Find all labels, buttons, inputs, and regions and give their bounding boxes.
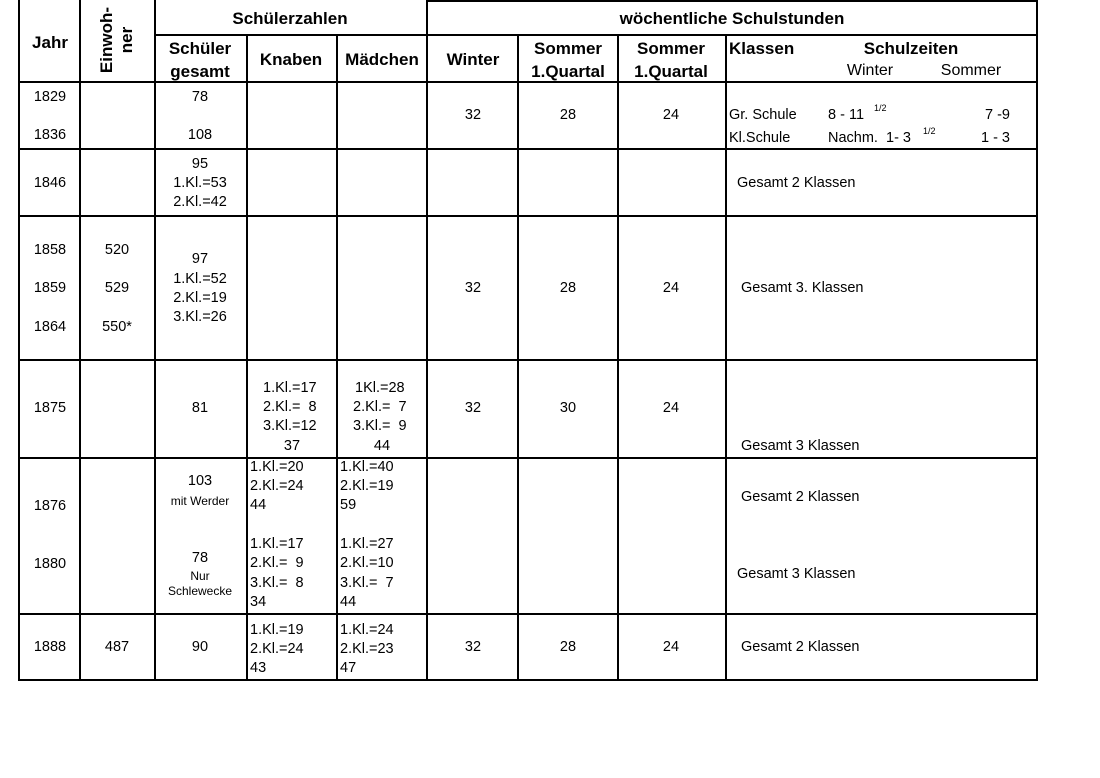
schueler-cell: 2.Kl.=42 — [173, 194, 227, 210]
year-cell: 1875 — [33, 400, 67, 416]
maedchen-cell: 59 — [340, 497, 357, 513]
header-sz-winter: Winter — [846, 62, 894, 79]
year-cell: 1859 — [33, 280, 67, 296]
maedchen-cell: 2.Kl.=10 — [340, 555, 394, 571]
schueler-cell: 3.Kl.=26 — [173, 309, 227, 325]
knaben-cell: 37 — [283, 438, 301, 454]
table-line — [20, 457, 1038, 459]
schueler-note: Nur — [190, 569, 210, 583]
header-sommer1-line2: 1.Quartal — [531, 62, 605, 81]
knaben-cell: 2.Kl.=24 — [250, 478, 304, 494]
header-sommer2-line1: Sommer — [636, 39, 706, 58]
table-line — [617, 34, 619, 681]
year-cell: 1876 — [33, 498, 67, 514]
header-schuelerzahlen: Schülerzahlen — [232, 9, 348, 28]
header-jahr: Jahr — [32, 33, 68, 52]
sommer2-cell: 24 — [662, 107, 680, 123]
table-line — [20, 613, 1038, 615]
table-line — [1036, 0, 1038, 681]
schueler-cell: 2.Kl.=19 — [173, 290, 227, 306]
maedchen-cell: 3.Kl.= 9 — [353, 418, 407, 434]
table-line — [517, 34, 519, 681]
table-line — [20, 148, 1038, 150]
kl-schule-sup: 1/2 — [923, 126, 936, 136]
sommer1-cell: 28 — [559, 280, 577, 296]
school-statistics-table — [18, 0, 1036, 681]
knaben-cell: 2.Kl.= 9 — [250, 555, 304, 571]
maedchen-cell: 44 — [340, 594, 357, 610]
winter-cell: 32 — [464, 639, 482, 655]
header-knaben: Knaben — [259, 50, 323, 69]
schueler-cell: 81 — [191, 400, 209, 416]
table-line — [336, 34, 338, 681]
table-line — [246, 34, 248, 681]
kl-schule-winter: Nachm. 1- 3 — [828, 130, 911, 146]
table-line — [79, 0, 81, 681]
sommer2-cell: 24 — [662, 639, 680, 655]
einwohner-cell: 520 — [104, 242, 130, 258]
einwohner-cell: 550* — [102, 319, 132, 335]
knaben-cell: 3.Kl.= 8 — [250, 575, 304, 591]
knaben-cell: 2.Kl.= 8 — [263, 399, 317, 415]
table-line — [725, 34, 727, 681]
winter-cell: 32 — [464, 280, 482, 296]
year-cell: 1888 — [33, 639, 67, 655]
header-schulzeiten: Schulzeiten — [863, 39, 959, 58]
kl-schule-label: Kl.Schule — [729, 130, 791, 146]
knaben-cell: 1.Kl.=17 — [250, 536, 304, 552]
schueler-cell: 78 — [191, 550, 209, 566]
year-cell: 1836 — [33, 127, 67, 143]
maedchen-cell: 1.Kl.=27 — [340, 536, 394, 552]
schueler-cell: 97 — [191, 251, 209, 267]
klassen-cell: Gesamt 2 Klassen — [741, 639, 860, 655]
maedchen-cell: 1.Kl.=24 — [340, 622, 394, 638]
header-einwohner-line1: Einwoh- — [97, 6, 116, 74]
schueler-cell: 108 — [187, 127, 213, 143]
sommer1-cell: 28 — [559, 639, 577, 655]
maedchen-cell: 47 — [340, 660, 357, 676]
header-sommer1-line1: Sommer — [533, 39, 603, 58]
header-sz-sommer: Sommer — [940, 62, 1002, 79]
table-line — [426, 0, 1038, 2]
year-cell: 1880 — [33, 556, 67, 572]
sommer1-cell: 30 — [559, 400, 577, 416]
header-klassen: Klassen — [729, 39, 795, 58]
year-cell: 1864 — [33, 319, 67, 335]
schueler-cell: 95 — [191, 156, 209, 172]
gr-schule-sup: 1/2 — [874, 103, 887, 113]
schueler-cell: 90 — [191, 639, 209, 655]
schueler-note: Schlewecke — [167, 584, 233, 598]
maedchen-cell: 2.Kl.=23 — [340, 641, 394, 657]
header-schueler-line1: Schüler — [168, 39, 232, 58]
maedchen-cell: 2.Kl.= 7 — [353, 399, 407, 415]
klassen-cell: Gesamt 2 Klassen — [737, 175, 856, 191]
table-line — [20, 359, 1038, 361]
header-schueler-line2: gesamt — [170, 62, 230, 81]
knaben-cell: 1.Kl.=19 — [250, 622, 304, 638]
klassen-cell: Gesamt 3. Klassen — [741, 280, 864, 296]
header-sommer2-line2: 1.Quartal — [634, 62, 708, 81]
year-cell: 1858 — [33, 242, 67, 258]
winter-cell: 32 — [464, 400, 482, 416]
table-line — [154, 34, 1038, 36]
schueler-note: mit Werder — [170, 494, 230, 508]
table-line — [426, 0, 428, 681]
schueler-cell: 1.Kl.=53 — [173, 175, 227, 191]
sommer2-cell: 24 — [662, 280, 680, 296]
klassen-cell: Gesamt 2 Klassen — [741, 489, 860, 505]
schueler-cell: 103 — [187, 473, 213, 489]
schueler-cell: 1.Kl.=52 — [173, 271, 227, 287]
header-maedchen: Mädchen — [345, 50, 419, 69]
sommer2-cell: 24 — [662, 400, 680, 416]
maedchen-cell: 2.Kl.=19 — [340, 478, 394, 494]
maedchen-cell: 1Kl.=28 — [355, 380, 405, 396]
table-line — [154, 0, 156, 681]
table-line — [20, 81, 1038, 83]
knaben-cell: 43 — [250, 660, 267, 676]
knaben-cell: 44 — [250, 497, 267, 513]
winter-cell: 32 — [464, 107, 482, 123]
maedchen-cell: 1.Kl.=40 — [340, 459, 394, 475]
kl-schule-sommer: 1 - 3 — [980, 130, 1010, 146]
schueler-cell: 78 — [191, 89, 209, 105]
header-einwohner-line2: ner — [117, 26, 136, 54]
klassen-cell: Gesamt 3 Klassen — [737, 566, 856, 582]
header-winter: Winter — [446, 50, 500, 69]
header-einwohner — [97, 2, 137, 78]
knaben-cell: 34 — [250, 594, 267, 610]
maedchen-cell: 44 — [373, 438, 391, 454]
knaben-cell: 3.Kl.=12 — [263, 418, 317, 434]
gr-schule-sommer: 7 -9 — [985, 107, 1010, 123]
header-schulstunden: wöchentliche Schulstunden — [619, 9, 845, 28]
knaben-cell: 2.Kl.=24 — [250, 641, 304, 657]
einwohner-cell: 487 — [104, 639, 130, 655]
table-line — [20, 215, 1038, 217]
year-cell: 1846 — [33, 175, 67, 191]
knaben-cell: 1.Kl.=17 — [263, 380, 317, 396]
knaben-cell: 1.Kl.=20 — [250, 459, 304, 475]
klassen-cell: Gesamt 3 Klassen — [741, 438, 860, 454]
gr-schule-winter: 8 - 11 — [828, 107, 865, 123]
einwohner-cell: 529 — [104, 280, 130, 296]
sommer1-cell: 28 — [559, 107, 577, 123]
maedchen-cell: 3.Kl.= 7 — [340, 575, 394, 591]
year-cell: 1829 — [33, 89, 67, 105]
gr-schule-label: Gr. Schule — [729, 107, 797, 123]
